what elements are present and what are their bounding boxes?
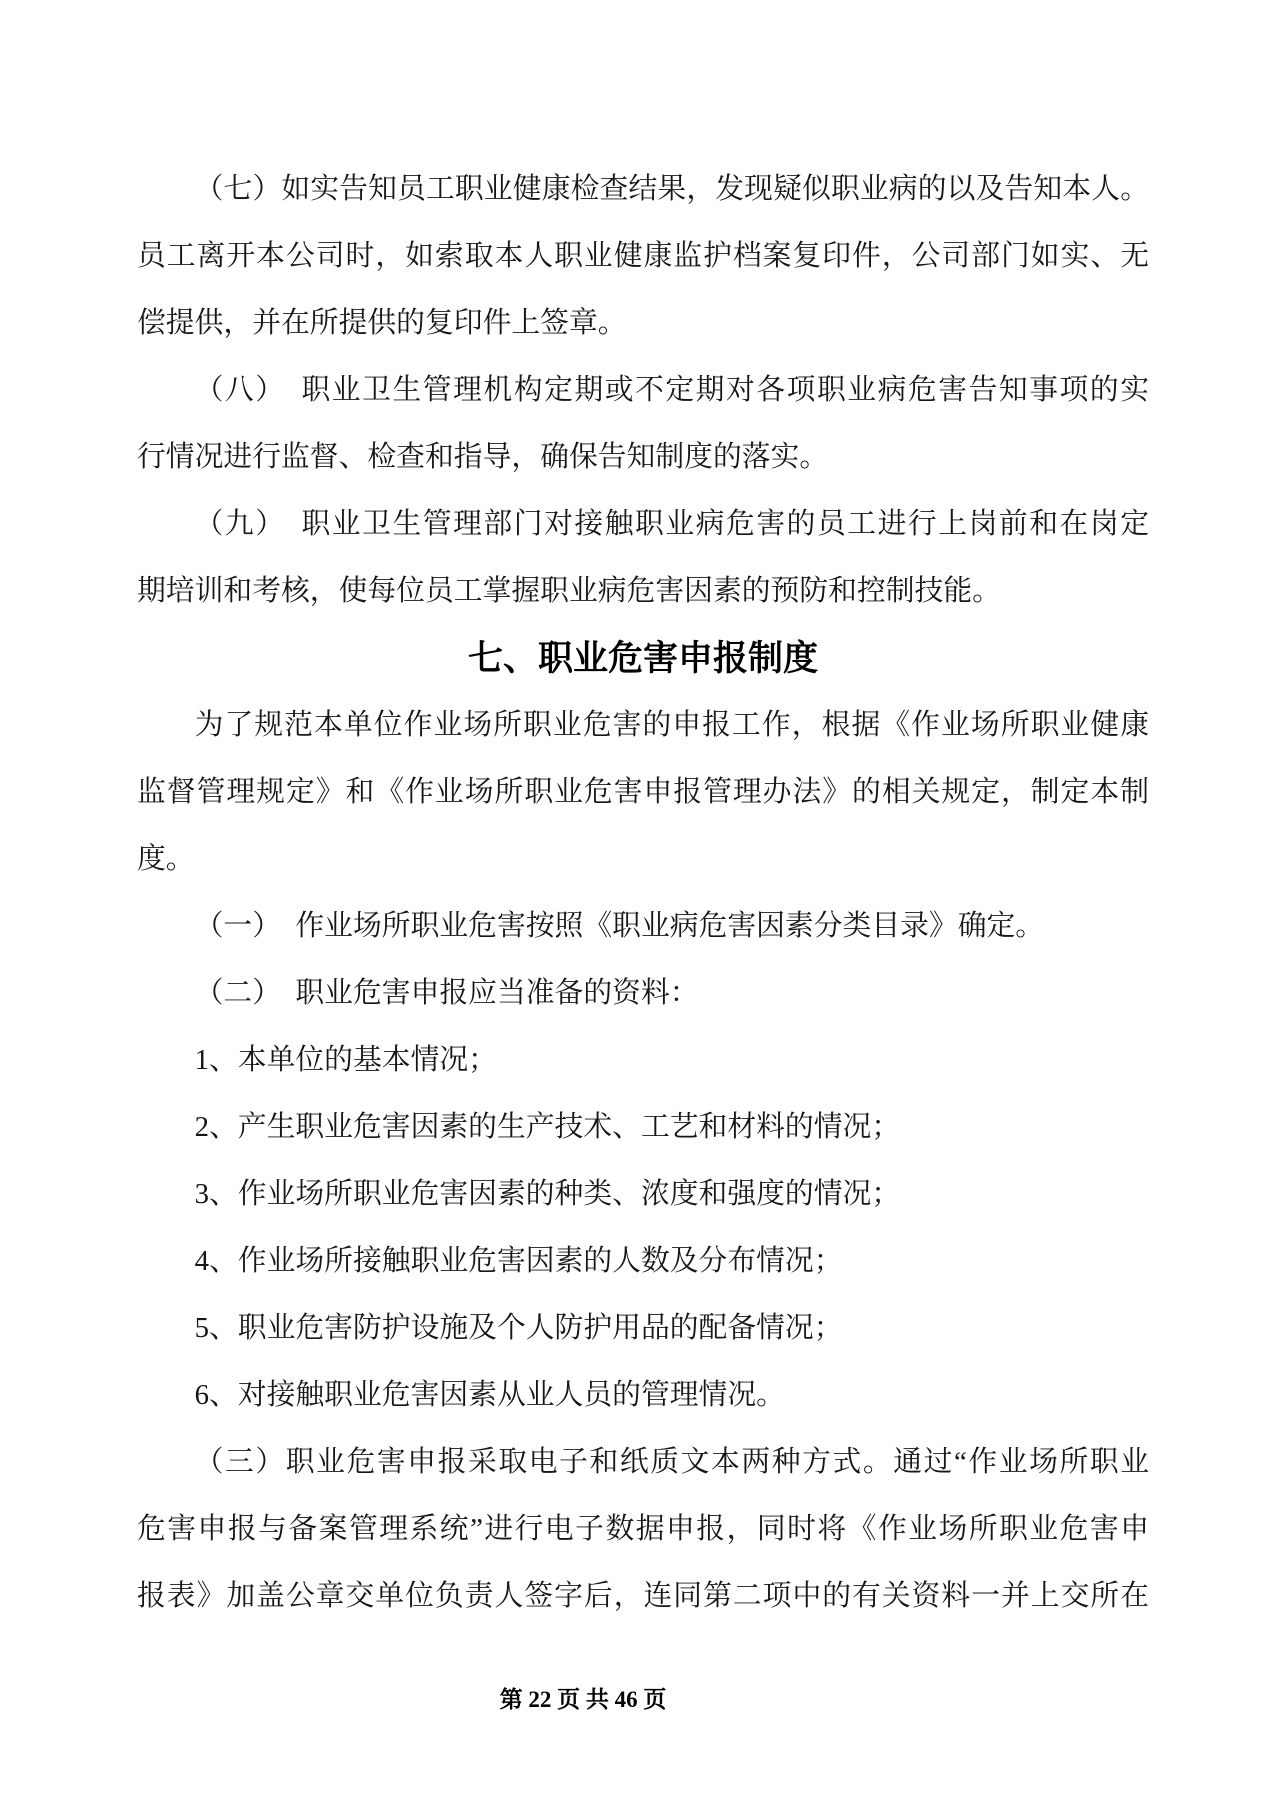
text-line: （二） 职业危害申报应当准备的资料： — [194, 977, 699, 1009]
page-footer: 第 22 页 共 46 页 — [499, 1687, 667, 1712]
text-line: 危害申报与备案管理系统”进行电子数据申报，同时将《作业场所职业危害申 — [137, 1513, 1149, 1545]
text-line: 报表》加盖公章交单位负责人签字后，连同第二项中的有关资料一并上交所在 — [137, 1580, 1149, 1612]
list-item: 5、职业危害防护设施及个人防护用品的配备情况； — [194, 1312, 843, 1344]
text-line: （九） 职业卫生管理部门对接触职业病危害的员工进行上岗前和在岗定 — [194, 508, 1149, 540]
text-line: 监督管理规定》和《作业场所职业危害申报管理办法》的相关规定，制定本制 — [137, 776, 1149, 808]
section-heading: 七、职业危害申报制度 — [467, 639, 818, 678]
text-line: 员工离开本公司时，如索取本人职业健康监护档案复印件，公司部门如实、无 — [137, 240, 1149, 272]
list-item: 3、作业场所职业危害因素的种类、浓度和强度的情况； — [194, 1178, 901, 1210]
list-item: 2、产生职业危害因素的生产技术、工艺和材料的情况； — [194, 1111, 901, 1143]
document-body — [137, 156, 1149, 1630]
list-item: 4、作业场所接触职业危害因素的人数及分布情况； — [194, 1245, 843, 1277]
text-line: （七）如实告知员工职业健康检查结果，发现疑似职业病的以及告知本人。 — [194, 173, 1149, 205]
text-line: 期培训和考核，使每位员工掌握职业病危害因素的预防和控制技能。 — [137, 575, 1001, 607]
text-line: 偿提供，并在所提供的复印件上签章。 — [137, 307, 627, 339]
text-line: （八） 职业卫生管理机构定期或不定期对各项职业病危害告知事项的实 — [194, 374, 1149, 406]
list-item: 6、对接触职业危害因素从业人员的管理情况。 — [194, 1379, 785, 1411]
text-line: 为了规范本单位作业场所职业危害的申报工作，根据《作业场所职业健康 — [194, 709, 1149, 741]
list-item: 1、本单位的基本情况； — [194, 1044, 497, 1076]
text-line: （三）职业危害申报采取电子和纸质文本两种方式。通过“作业场所职业 — [194, 1446, 1149, 1478]
text-line: 行情况进行监督、检查和指导，确保告知制度的落实。 — [137, 441, 829, 473]
text-line: 度。 — [137, 843, 195, 875]
text-line: （一） 作业场所职业危害按照《职业病危害因素分类目录》确定。 — [194, 910, 1045, 942]
